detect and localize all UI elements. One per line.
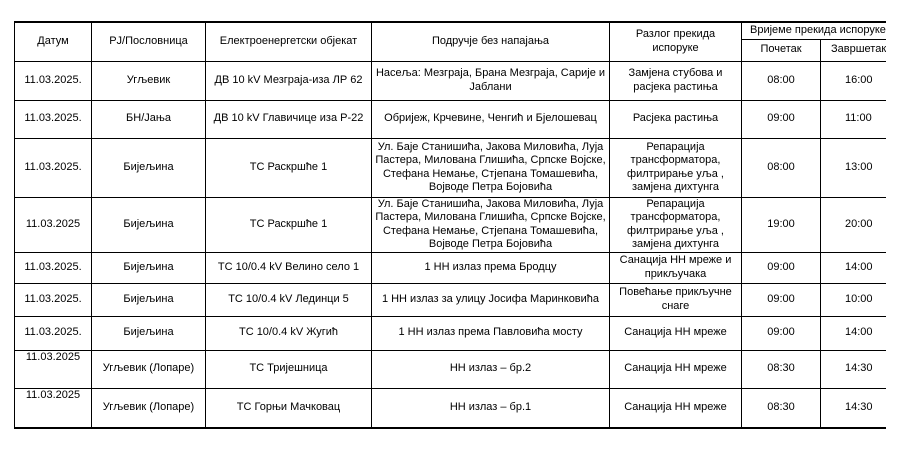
cell-date: 11.03.2025	[15, 197, 92, 252]
cell-end: 10:00	[821, 283, 887, 316]
cell-object: ТС Раскршће 1	[206, 138, 372, 197]
cell-end: 13:00	[821, 138, 887, 197]
cell-reason: Повећање прикључне снаге	[610, 283, 742, 316]
header-object: Електроенергетски објекат	[206, 22, 372, 61]
header-reason: Разлог прекида испоруке	[610, 22, 742, 61]
table-row	[15, 138, 887, 197]
cell-start: 08:00	[742, 61, 821, 100]
cell-end: 14:30	[821, 350, 887, 388]
cell-date: 11.03.2025.	[15, 252, 92, 283]
cell-object: ТС 10/0.4 kV Жугић	[206, 316, 372, 350]
table-row	[15, 61, 887, 100]
table-row	[15, 316, 887, 350]
cell-reason: Расјека растиња	[610, 100, 742, 138]
cell-object: ТС 10/0.4 kV Лединци 5	[206, 283, 372, 316]
outage-table-container	[14, 21, 886, 429]
cell-object: ДВ 10 kV Мезграја-иза ЛР 62	[206, 61, 372, 100]
cell-date: 11.03.2025	[15, 388, 92, 428]
table-row	[15, 283, 887, 316]
cell-end: 11:00	[821, 100, 887, 138]
header-end: Завршетак	[821, 39, 887, 61]
cell-area: 1 НН излаз према Бродцу	[372, 252, 610, 283]
table-row	[15, 350, 887, 388]
cell-reason: Санација НН мреже и прикључака	[610, 252, 742, 283]
table-row	[15, 197, 887, 252]
cell-unit: Бијељина	[92, 252, 206, 283]
cell-date: 11.03.2025.	[15, 283, 92, 316]
cell-reason: Санација НН мреже	[610, 388, 742, 428]
table-row	[15, 100, 887, 138]
cell-area: Ул. Баје Станишића, Јакова Миловића, Луја Пастера, Милована Глишића, Српске Војске, Стефана Немање, Стјепана Томашевића, Војводе Петра Бојовића	[372, 138, 610, 197]
cell-start: 08:30	[742, 350, 821, 388]
outage-table	[14, 21, 886, 429]
cell-unit: Бијељина	[92, 197, 206, 252]
cell-area: 1 НН излаз за улицу Јосифа Маринковића	[372, 283, 610, 316]
cell-reason: Санација НН мреже	[610, 316, 742, 350]
cell-end: 14:00	[821, 316, 887, 350]
header-area: Подручје без напајања	[372, 22, 610, 61]
cell-date: 11.03.2025.	[15, 316, 92, 350]
cell-unit: Угљевик (Лопаре)	[92, 350, 206, 388]
cell-object: ТС Раскршће 1	[206, 197, 372, 252]
cell-unit: БН/Јања	[92, 100, 206, 138]
cell-area: 1 НН излаз према Павловића мосту	[372, 316, 610, 350]
cell-start: 09:00	[742, 252, 821, 283]
cell-area: НН излаз – бр.1	[372, 388, 610, 428]
header-unit: РЈ/Пословница	[92, 22, 206, 61]
cell-area: Насеља: Мезграја, Брана Мезграја, Сарије и Јаблани	[372, 61, 610, 100]
table-row	[15, 252, 887, 283]
cell-reason: Замјена стубова и расјека растиња	[610, 61, 742, 100]
cell-unit: Бијељина	[92, 316, 206, 350]
cell-date: 11.03.2025.	[15, 61, 92, 100]
cell-end: 20:00	[821, 197, 887, 252]
cell-unit: Бијељина	[92, 138, 206, 197]
cell-object: ДВ 10 kV Главичице иза Р-22	[206, 100, 372, 138]
cell-area: Ул. Баје Станишића, Јакова Миловића, Луја Пастера, Милована Глишића, Српске Војске, Стефана Немање, Стјепана Томашевића, Војводе Петра Бојовића	[372, 197, 610, 252]
cell-end: 14:00	[821, 252, 887, 283]
cell-date: 11.03.2025.	[15, 138, 92, 197]
cell-unit: Угљевик	[92, 61, 206, 100]
cell-reason: Репарација трансформатора, филтрирање уља , замјена дихтунга	[610, 138, 742, 197]
cell-unit: Бијељина	[92, 283, 206, 316]
cell-object: ТС Тријешница	[206, 350, 372, 388]
cell-reason: Санација НН мреже	[610, 350, 742, 388]
cell-start: 08:00	[742, 138, 821, 197]
cell-unit: Угљевик (Лопаре)	[92, 388, 206, 428]
table-row	[15, 388, 887, 428]
cell-date: 11.03.2025.	[15, 100, 92, 138]
cell-area: Обриjеж, Крчевине, Ченгић и Бјелошевац	[372, 100, 610, 138]
cell-start: 09:00	[742, 316, 821, 350]
cell-end: 16:00	[821, 61, 887, 100]
cell-object: ТС 10/0.4 kV Велино село 1	[206, 252, 372, 283]
header-start: Почетак	[742, 39, 821, 61]
cell-start: 08:30	[742, 388, 821, 428]
header-time-group: Вријеме прекида испоруке	[742, 22, 887, 39]
cell-start: 09:00	[742, 100, 821, 138]
cell-start: 19:00	[742, 197, 821, 252]
cell-start: 09:00	[742, 283, 821, 316]
cell-reason: Репарација трансформатора, филтрирање уља , замјена дихтунга	[610, 197, 742, 252]
cell-end: 14:30	[821, 388, 887, 428]
cell-area: НН излаз – бр.2	[372, 350, 610, 388]
header-date: Датум	[15, 22, 92, 61]
cell-date: 11.03.2025	[15, 350, 92, 388]
cell-object: ТС Горњи Мачковац	[206, 388, 372, 428]
